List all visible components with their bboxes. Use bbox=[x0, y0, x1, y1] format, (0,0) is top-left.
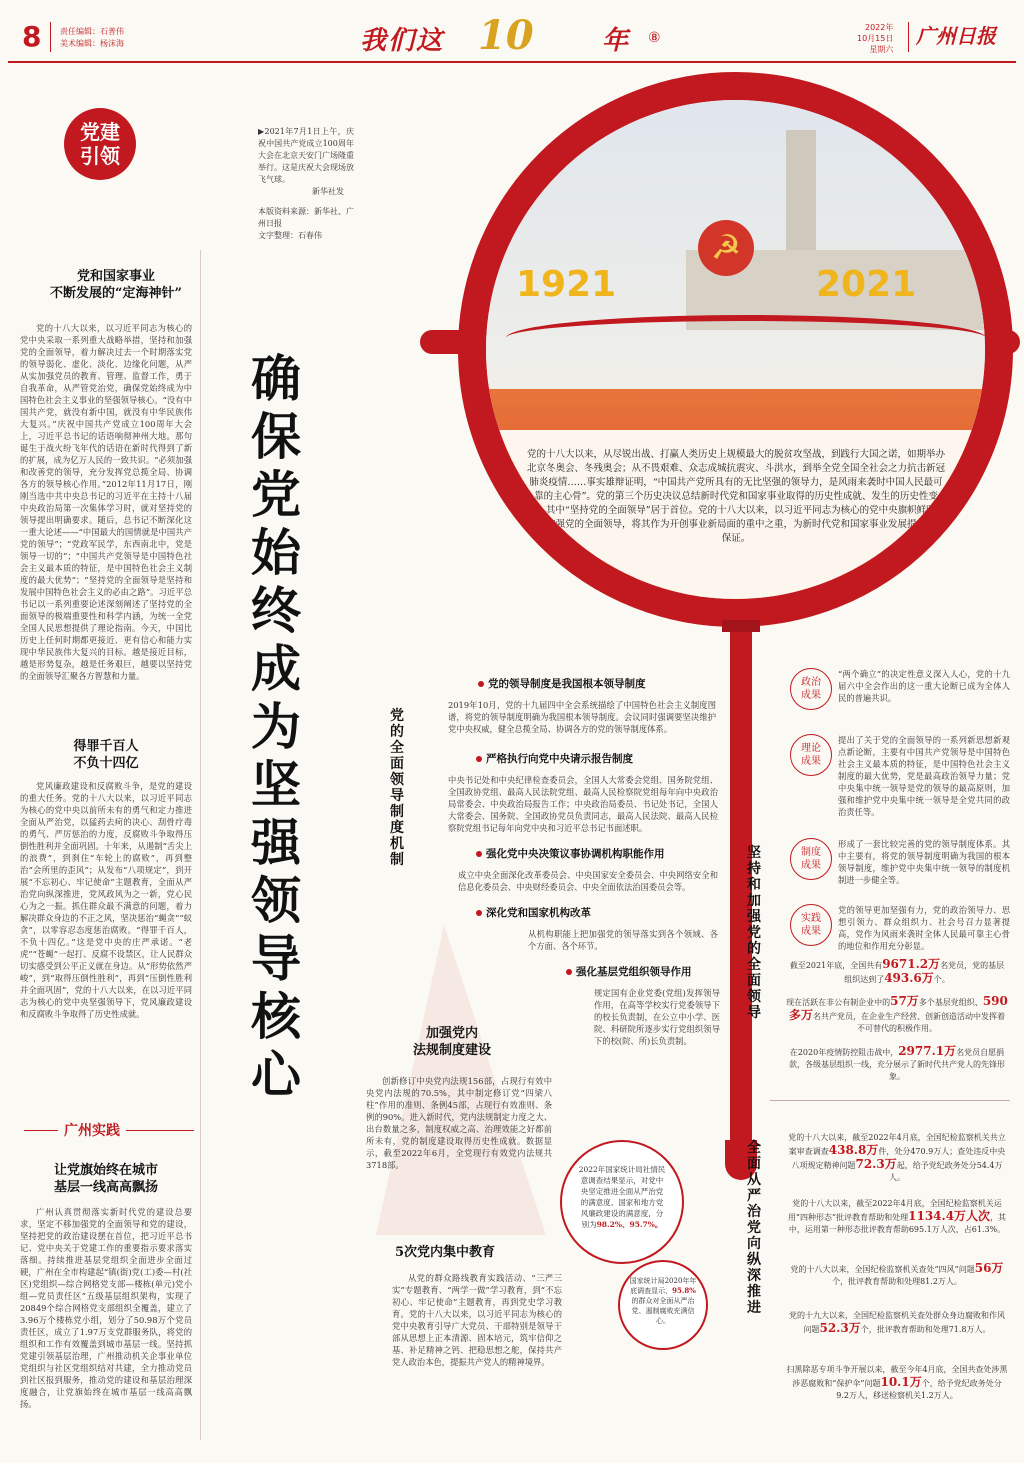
epidemic-stat: 在2020年疫情防控阻击战中，2977.1万名党员自愿捐款，各级基层组织一线，充分展示了新时代共产党人的先锋形象。 bbox=[789, 1044, 1005, 1081]
section3-heading bbox=[20, 1162, 192, 1196]
party-building-badge bbox=[64, 108, 136, 180]
series-ten-logo: 10 bbox=[478, 12, 534, 59]
mechanism-vertical-subtitle: 党的全面领导制度机制 bbox=[390, 708, 404, 868]
regulations-body: 创新修订中央党内法规156部，占现行有效中央党内法规的70.5%，其中制定修订党“四梁八柱”作用的准则、条例45部，占现行有效准则、条例的90%。进入新时代，党内法规制定力度之大、出台数量之多，制度权威之高、治理效能之好都前所未有，党的制度建设取得历史性成就。数据显示，截至2022年6月，全党现行有效党内法规共3718部。 bbox=[366, 1076, 552, 1170]
series-title-right: 年 bbox=[602, 26, 631, 56]
main-title: 确保党始终成为坚强领导核心 bbox=[251, 349, 301, 1104]
year-2021: 2021 bbox=[816, 264, 917, 305]
wheel-handle-right bbox=[1000, 330, 1020, 354]
section2-title-a: 得罪千百人 bbox=[73, 739, 139, 754]
writer-line: 文字整理：石春伟 bbox=[258, 231, 322, 240]
achievement-institutional bbox=[790, 838, 1010, 898]
spoke-collar bbox=[722, 620, 760, 632]
survey-circle-1 bbox=[560, 1140, 684, 1264]
achievement-political bbox=[790, 668, 1010, 730]
education-body: 从党的群众路线教育实践活动、“三严三实”专题教育、“两学一做”学习教育，到“不忘初心、牢记使命”主题教育，再到党史学习教育。党的十八大以来，以习近平同志为核心的党中央教育引导广大党员、干部特别是领导干部从思想上正本清源、固本培元，筑牢信仰之基、补足精神之钙、把稳思想之舵，保持共产党人政治本色，提振共产党人的精神境界。 bbox=[392, 1273, 562, 1367]
section2-heading bbox=[20, 738, 192, 772]
photo-caption bbox=[258, 126, 354, 242]
header-rule bbox=[8, 61, 1016, 63]
discipline-stat-2: 党的十八大以来，截至2022年4月底，全国纪检监察机关运用“四种形态”批评教育帮助和处理1134.4万人次，其中，运用第一种形态批评教育帮助695.1万人次，占61.3%。 bbox=[787, 1199, 1007, 1234]
achievement-institutional-text: 形成了一套比较完善的党的领导制度体系。其中主要有，将党的领导制度明确为我国的根本领导制度，维护党中央集中统一领导的制度机制进一步健全等。 bbox=[838, 839, 1010, 885]
education-heading: 5次党内集中教育 bbox=[395, 1245, 496, 1260]
caption-credit: 新华社发 bbox=[312, 187, 344, 196]
regulations-heading bbox=[392, 1025, 512, 1059]
achievement-theoretical-text: 提出了关于党的全面领导的一系列新思想新观点新论断，主要有中国共产党领导是中国特色社会主义最本质的特征，是中国特色社会主义制度的最大优势，党是最高政治领导力量；党中央集中统一领导是党的领导的最高原则，加强和维护党中央集中统一领导是全党共同的政治责任等。 bbox=[838, 735, 1010, 817]
section3-body: 广州认真贯彻落实新时代党的建设总要求，坚定不移加强党的全面领导和党的建设，坚持把党的政治建设摆在首位，把习近平总书记、党中央关于党建工作的重要指示要求落实落细。持续推进基层党组织全面进步全面过硬，广州在全市构建起“镇(街)党(工)委—村(社区)党组织—综合网格党支部—楼栋(单元)党小组—党员责任区”五级基层组织架构，实现了20849个综合网格党支部组织全覆盖，建立了3.96万个楼栋党小组，划分了50.98万个党员责任区，成立了1.97万支党群服务队，将党的组织和工作有效覆盖到城市基层一线。坚持抓党建引领基层治理，广州推动机关企事业单位党组织与社区党组织结对共建，全力推动党员到社区报到服务，推动党的建设和基层治理深度融合，让党旗始终在城市基层一线高高飘扬。 bbox=[20, 1207, 192, 1409]
wheel-handle-left bbox=[420, 330, 468, 354]
ship-wheel-frame bbox=[458, 72, 1013, 627]
discipline-stat-3: 党的十八大以来，全国纪检监察机关查处“四风”问题56万个，批评教育帮助和处理81.2万人。 bbox=[790, 1261, 1004, 1286]
achievement-theoretical bbox=[790, 734, 1010, 830]
section1-title-a: 党和国家事业 bbox=[76, 269, 155, 284]
series-number: ⑧ bbox=[648, 30, 661, 46]
mechanism-2-title: 严格执行向党中央请示报告制度 bbox=[476, 751, 718, 766]
issue-date bbox=[857, 22, 893, 55]
right-separator bbox=[770, 1100, 1010, 1101]
section1-body: 党的十八大以来，以习近平同志为核心的党中央采取一系列重大战略举措，坚持和加强党的全面领导，着力解决过去一个时期落实党的领导弱化、虚化、淡化、边缘化问题，从严从实加强党员的教育、管理、监督工作，勇于自我革命，从严管党治党，确保党始终成为中国特色社会主义事业的坚强领导核心。“没有中国共产党，就没有新中国，就没有中华民族伟大复兴。”庆祝中国共产党成立100周年大会上，习近平总书记的话语响彻神州大地。那句诞生于战火纷飞年代的话语在新时代得到了新的扩展，成为亿万人民的一致共识。“必须加强和改善党的领导，充分发挥党总揽全局、协调各方的领导核心作用。”2012年11月17日，刚刚当选中共中央总书记的习近平在主持十八届中央政治局第一次集体学习时，就对坚持党的领导提出明确要求。随后，总书记不断深化这一重大论述——“中国最大的国情就是中国共产党的领导”；“党政军民学，东西南北中，党是领导一切的”；“中国共产党领导是中国特色社会主义最本质的特征，是中国特色社会主义制度的最大优势”；“坚持党的全面领导是坚持和发展中国特色社会主义的必由之路”。习近平总书记以一系列重要论述深刻阐述了坚持党的全面领导的极端重要性和科学内涵，为统一全党全国人民思想提供了理论指南。今天，中国比历史上任何时期都更接近、更有信心和能力实现中华民族伟大复兴的目标。越是接近目标，越是形势复杂，越是任务艰巨，越要以坚持党的全面领导汇聚各方智慧和力量。 bbox=[20, 323, 192, 681]
discipline-stat-1: 党的十八大以来，截至2022年4月底，全国纪检监察机关共立案审查调查438.8万件，处分470.9万人；查处违反中央八项规定精神问题72.3万起，给予党纪政务处分54.4万人。 bbox=[788, 1133, 1006, 1182]
survey-1-text: 2022年国家统计局社情民意调查结果显示，对党中央坚定推进全面从严治党的满意度、国家和地方党风廉政建设的满意度，分别为98.2%、95.7%。 bbox=[578, 1165, 666, 1229]
year-1921: 1921 bbox=[516, 264, 617, 305]
mechanism-5-text: 规定国有企业党委(党组)发挥领导作用，在高等学校实行党委领导下的校长负责制，在公立中小学、医院、科研院所逐步实行党组织领导下的校(院、所)长负责制。 bbox=[594, 988, 720, 1046]
page-number: 8 bbox=[22, 20, 42, 53]
mechanism-2-text: 中央书记处和中央纪律检查委员会，全国人大常委会党组、国务院党组、全国政协党组、最高人民法院党组、最高人民检察院党组每年向中央政治局常委会、中央政治局报告工作；中央政治局委员、书记处书记，全国人大常委会、国务院、全国政协党员负责同志，最高人民法院、最高人民检察院党组书记每年向党中央和习近平总书记书面述职。 bbox=[448, 775, 718, 833]
series-title-left: 我们这 bbox=[360, 26, 445, 56]
mechanism-3-title: 强化党中央决策议事协调机构职能作用 bbox=[476, 846, 718, 861]
survey-circle-2 bbox=[618, 1260, 708, 1350]
regulations-title-a: 加强党内 bbox=[425, 1026, 478, 1041]
mechanism-1-title: 党的领导制度是我国根本领导制度 bbox=[478, 676, 718, 691]
source-line: 本版资料来源：新华社、广州日报 bbox=[258, 207, 354, 228]
column-rule bbox=[200, 250, 201, 1440]
badge-line-2: 引领 bbox=[80, 144, 120, 168]
header-divider bbox=[50, 22, 51, 52]
page-header bbox=[0, 0, 1024, 62]
wheel-summary: 党的十八大以来，从尽锐出战、打赢人类历史上规模最大的脱贫攻坚战，到践行大国之诺，如期举办北京冬奥会、冬残奥会；从不畏艰难、众志成城抗震灾、斗洪水，到举全党全国全社会之力抗击新冠肺炎疫情……事实雄辩证明，“中国共产党所具有的无比坚强的领导力，是风雨来袭时中国人民最可靠的主心骨”。党的第三个历史决议总结新时代党和国家事业取得的历史性成就、发生的历史性变革，其中“坚持党的全面领导”居于首位。党的十八大以来，以习近平同志为核心的党中央旗帜鲜明坚持和加强党的全面领导，将其作为开创事业新局面的重中之重，为新时代党和国家事业发展提供根本保证。 bbox=[526, 449, 946, 544]
leadership-vertical-subtitle: 坚持和加强党的全面领导 bbox=[747, 845, 761, 1021]
badge-line-1: 党建 bbox=[80, 120, 120, 144]
discipline-stat-4: 党的十九大以来，全国纪检监察机关查处群众身边腐败和作风问题52.3万个，批评教育帮助和处理71.8万人。 bbox=[789, 1311, 1005, 1335]
achievement-practical-text: 党的领导更加坚强有力，党的政治领导力、思想引领力、群众组织力、社会号召力显著提高，党作为风雨来袭时全体人民最可靠主心骨的地位和作用充分彰显。 bbox=[838, 905, 1010, 951]
achievements-list bbox=[790, 668, 1010, 964]
red-arch bbox=[506, 315, 986, 361]
non-public-stat: 现在活跃在非公有制企业中的57万多个基层党组织、590多万名共产党员，在企业生产经营、创新创造活动中发挥着不可替代的积极作用。 bbox=[786, 994, 1008, 1033]
section2-body: 党风廉政建设和反腐败斗争，是党的建设的重大任务。党的十八大以来，以习近平同志为核心的党中央以前所未有的勇气和定力推进全面从严治党，以猛药去疴的决心、刮骨疗毒的勇气、严厉惩治的力度，反腐败斗争取得压倒性胜利并全面巩固。十年来，从遏制“舌尖上的浪费”，到刹住“车轮上的腐败”，再到整治“会所里的歪风”；从发布“八项规定”，到开展“不忘初心、牢记使命”主题教育，全面从严治党向纵深推进，党风政风为之一新，党心民心为之一振。抓住群众最不满意的问题，着力解决群众身边的不正之风，坚决惩治“蝇贪”“蚁贪”，以零容忍态度惩治腐败。“得罪千百人，不负十四亿。”这是党中央的庄严承诺。“老虎”“苍蝇”一起打、反腐不设禁区，让人民群众切实感受到公平正义就在身边。从“形势依然严峻”，到“取得压倒性胜利”，再到“压倒性胜利并全面巩固”，党的十八大以来，在以习近平同志为核心的党中央坚强领导下，党风廉政建设和反腐败斗争取得了历史性成就。 bbox=[20, 781, 192, 1019]
section1-title-b: 不断发展的“定海神针” bbox=[50, 286, 182, 301]
achievement-practical bbox=[790, 904, 1010, 964]
mechanism-5-title: 强化基层党组织领导作用 bbox=[566, 964, 718, 979]
section3-title-b: 基层一线高高飘扬 bbox=[53, 1180, 158, 1195]
mechanism-4-title: 深化党和国家机构改革 bbox=[476, 905, 718, 920]
achievement-political-text: “两个确立”的决定性意义深入人心，党的十九届六中全会作出的这一重大论断已成为全体人民的普遍共识。 bbox=[838, 669, 1010, 703]
achievement-practical-label: 实践 成果 bbox=[790, 904, 832, 946]
achievement-theoretical-label: 理论 成果 bbox=[790, 734, 832, 776]
section2-title-b: 不负十四亿 bbox=[73, 756, 139, 771]
mechanism-1-text: 2019年10月，党的十九届四中全会系统描绘了中国特色社会主义制度图谱，将党的领导制度明确为我国根本领导制度。会议同时强调要坚决维护党中央权威，健全总揽全局、协调各方的党的领导制度体系。 bbox=[448, 700, 716, 734]
art-editor-line: 美术编辑：杨沫海 bbox=[60, 39, 124, 48]
guangzhou-practice-label: 广州实践 bbox=[58, 1120, 126, 1140]
section3-title-a: 让党旗始终在城市 bbox=[53, 1163, 158, 1178]
party-member-stat: 截至2021年底，全国共有9671.2万名党员，党的基层组织达到了493.6万个。 bbox=[789, 957, 1005, 985]
discipline-stat-5: 扫黑除恶专项斗争开展以来，截至今年4月底，全国共查处涉黑涉恶腐败和“保护伞”问题10.1万个，给予党纪政务处分9.2万人，移送检察机关1.2万人。 bbox=[786, 1365, 1008, 1400]
achievement-institutional-label: 制度 成果 bbox=[790, 838, 832, 880]
mechanism-4-text: 从机构职能上把加强党的领导落实到各个领域、各个方面、各个环节。 bbox=[528, 929, 718, 951]
date-weekday: 星期六 bbox=[869, 45, 894, 54]
survey-2-text: 国家统计局2020年年底调查显示，95.8%的群众对全面从严治党、遏制腐败充满信心。 bbox=[629, 1277, 697, 1325]
achievement-political-label: 政治 成果 bbox=[790, 668, 832, 710]
date-year: 2022年 bbox=[865, 23, 894, 32]
party-emblem-icon: ☭ bbox=[698, 220, 754, 276]
editor-line: 责任编辑：石普伟 bbox=[60, 27, 124, 36]
newspaper-name: 广州日报 bbox=[916, 24, 996, 48]
discipline-stats bbox=[786, 1132, 1008, 1424]
section1-heading bbox=[20, 268, 212, 302]
discipline-vertical-subtitle: 全面从严治党向纵深推进 bbox=[747, 1140, 761, 1316]
mechanism-3-text: 成立中央全面深化改革委员会、中央国家安全委员会、中央网络安全和信息化委员会、中央财经委员会、中央全面依法治国委员会等。 bbox=[458, 870, 718, 892]
date-day: 10月15日 bbox=[857, 34, 894, 43]
header-divider-right bbox=[908, 22, 909, 52]
editor-credits bbox=[60, 26, 124, 50]
caption-text: ▶2021年7月1日上午，庆祝中国共产党成立100周年大会在北京天安门广场隆重举行。这是庆祝大会现场放飞气球。 bbox=[258, 127, 354, 184]
regulations-title-b: 法规制度建设 bbox=[412, 1043, 491, 1058]
